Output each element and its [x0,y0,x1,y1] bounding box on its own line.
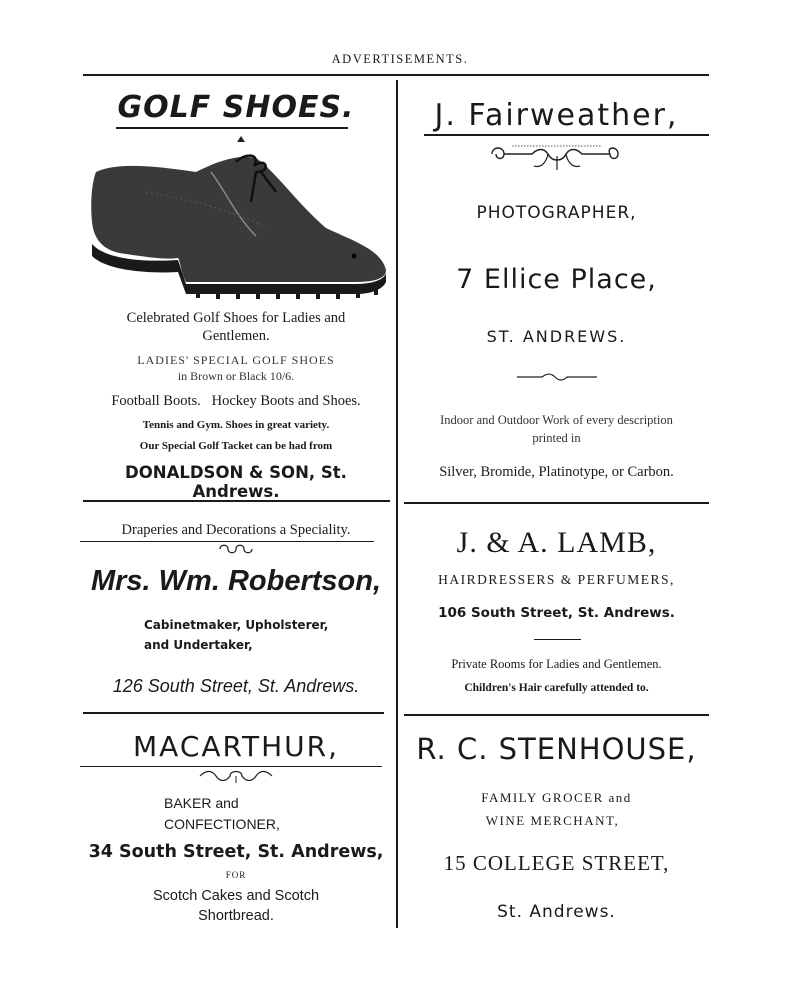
ad-text-line: 126 South Street, St. Andrews. [112,676,360,696]
header-rule [83,74,709,76]
ad-text-line: Tennis and Gym. Shoes in great variety. [142,419,330,431]
row-divider-2-left [83,712,384,714]
ad-text-line: St. Andrews. [497,902,616,922]
ad-title: R. C. STENHOUSE, [416,732,697,766]
golf-shoe-icon [86,132,386,307]
title-underline [116,127,348,129]
flourish-icon [196,768,276,784]
title-underline [80,766,382,767]
ad-text-line: HAIRDRESSERS & PERFUMERS, [438,572,675,587]
ad-text-line: Cabinetmaker, Upholsterer, [144,618,329,632]
ad-text-line: Scotch Cakes and Scotch [152,888,320,904]
ad-text-line: in Brown or Black 10/6. [177,369,295,383]
ad-text-line: FOR [225,870,247,880]
flourish-icon [216,543,256,555]
ad-text-line: 15 COLLEGE STREET, [443,851,670,875]
ad-fairweather [404,80,709,492]
ad-text-line: and Undertaker, [144,638,253,652]
ad-text-line: Shortbread. [198,908,274,924]
ad-macarthur [80,720,392,930]
ad-lamb [404,510,709,710]
small-flourish [404,372,709,382]
ad-text-line: printed in [532,431,581,445]
ad-text-line: DONALDSON & SON, St. Andrews. [125,463,347,501]
dash-ornament-icon [517,372,597,382]
ad-robertson [80,510,392,710]
ad-text-line: Indoor and Outdoor Work of every description [440,413,673,427]
ad-text-line: BAKER and [164,795,239,811]
flourish-ornament [404,138,709,172]
ad-text-line: Football Boots. Hockey Boots and Shoes. [111,393,361,409]
small-flourish [80,768,392,784]
ad-text-line: PHOTOGRAPHER, [476,203,637,223]
ad-golf-shoes [80,80,392,501]
ad-text-line: CONFECTIONER, [164,816,280,832]
ad-text-line: FAMILY GROCER and [481,790,632,805]
page-header: ADVERTISEMENTS. [331,52,469,66]
title-underline [424,134,709,136]
ad-text-line: Draperies and Decorations a Speciality. [121,522,351,538]
ad-text-line: Celebrated Golf Shoes for Ladies and [126,310,346,326]
ad-text-line: Private Rooms for Ladies and Gentlemen. [451,657,662,671]
ad-title: J. & A. LAMB, [456,526,657,559]
title-underline [80,541,374,542]
ad-text-line: Our Special Golf Tacket can be had from [139,440,333,452]
small-flourish [80,543,392,555]
ad-text-line: 106 South Street, St. Andrews. [438,605,675,621]
ad-text-line: 7 Ellice Place, [456,264,657,295]
ad-text-line: Silver, Bromide, Platinotype, or Carbon. [439,464,674,480]
row-divider-2-right [404,714,709,716]
ad-title: GOLF SHOES. [117,90,355,125]
ad-stenhouse [404,720,709,930]
shoe-illustration [80,132,392,307]
ad-title: MACARTHUR, [133,730,339,763]
ad-text-line: Children's Hair carefully attended to. [464,682,649,694]
ad-text-line: WINE MERCHANT, [485,813,620,828]
short-rule [534,639,581,640]
ad-title: J. Fairweather, [434,98,679,133]
ad-text-line: Gentlemen. [202,328,270,344]
column-divider [396,80,398,928]
flourish-icon [482,138,632,172]
ad-text-line: 34 South Street, St. Andrews, [88,842,384,862]
ad-title: Mrs. Wm. Robertson, [90,565,381,597]
row-divider-1-right [404,502,709,504]
ad-text-line: LADIES' SPECIAL GOLF SHOES [137,353,335,367]
ad-text-line: ST. ANDREWS. [486,327,627,346]
